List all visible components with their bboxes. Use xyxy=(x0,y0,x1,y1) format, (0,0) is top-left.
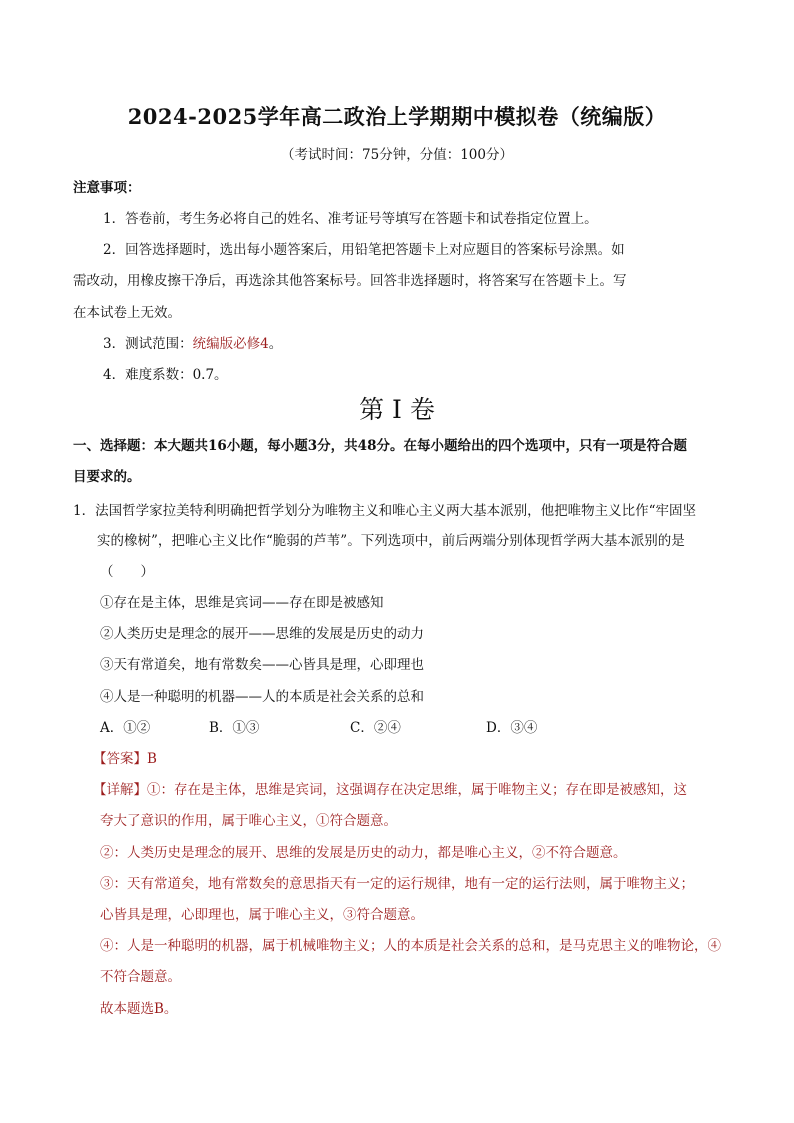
detail-line-7: 不符合题意。 xyxy=(100,969,181,985)
notes-item-3 xyxy=(103,332,282,352)
detail-line-6: ④：人是一种聪明的机器，属于机械唯物主义；人的本质是社会关系的总和，是马克思主义的唯物论，④ xyxy=(100,938,721,954)
notes-item-2-line-3: 在本试卷上无效。 xyxy=(73,305,181,321)
page-title: 2024-2025学年高二政治上学期期中模拟卷（统编版） xyxy=(127,104,667,129)
part-1-instructions-line-1: 一、选择题：本大题共16小题，每小题3分，共48分。在每小题给出的四个选项中，只有一项是符合题 xyxy=(73,438,687,454)
detail-line-3: ②：人类历史是理念的展开、思维的发展是历史的动力，都是唯心主义，②不符合题意。 xyxy=(100,845,627,861)
notes-item-4: 4．难度系数：0.7。 xyxy=(103,367,228,383)
notes-item-1: 1．答卷前，考生务必将自己的姓名、准考证号等填写在答题卡和试卷指定位置上。 xyxy=(103,211,598,227)
question-1-stem-line-1: 1．法国哲学家拉美特利明确把哲学划分为唯物主义和唯心主义两大基本派别，他把唯物主义比作“牢固坚 xyxy=(73,503,696,519)
notes-item-3-end: 。 xyxy=(268,336,283,352)
answer-label: 【答案】B xyxy=(93,751,157,767)
question-1-stem-line-2: 实的橡树”，把唯心主义比作“脆弱的芦苇”。下列选项中，前后两端分别体现哲学两大基本派别的是 xyxy=(97,533,685,549)
statement-2: ②人类历史是理念的展开——思维的发展是历史的动力 xyxy=(100,626,424,642)
exam-info: （考试时间：75分钟，分值：100分） xyxy=(281,147,513,163)
detail-line-2: 夸大了意识的作用，属于唯心主义，①符合题意。 xyxy=(100,813,397,829)
notes-item-2-line-2: 需改动，用橡皮擦干净后，再选涂其他答案标号。回答非选择题时，将答案写在答题卡上。写 xyxy=(73,273,627,289)
statement-3: ③天有常道矣，地有常数矣——心皆具是理，心即理也 xyxy=(100,657,424,673)
detail-conclusion: 故本题选B。 xyxy=(100,1001,178,1017)
detail-line-1: 【详解】①：存在是主体，思维是宾词，这强调存在决定思维，属于唯物主义；存在即是被感知，这 xyxy=(93,782,687,798)
option-a: A．①② xyxy=(100,720,151,736)
notes-heading: 注意事项： xyxy=(73,180,141,196)
notes-item-2-line-1: 2．回答选择题时，选出每小题答案后，用铅笔把答题卡上对应题目的答案标号涂黑。如 xyxy=(103,242,625,258)
notes-item-3-label: 3．测试范围： xyxy=(103,336,193,352)
statement-4: ④人是一种聪明的机器——人的本质是社会关系的总和 xyxy=(100,689,424,705)
option-b: B．①③ xyxy=(209,720,260,736)
question-1-stem-line-3: （ ） xyxy=(100,564,154,580)
option-c: C．②④ xyxy=(350,720,401,736)
detail-line-5: 心皆具是理，心即理也，属于唯心主义，③符合题意。 xyxy=(100,907,424,923)
option-d: D．③④ xyxy=(486,720,538,736)
test-scope: 统编版必修4 xyxy=(192,336,269,352)
detail-line-4: ③：天有常道矣，地有常数矣的意思指天有一定的运行规律，地有一定的运行法则，属于唯物主义； xyxy=(100,876,694,892)
part-1-instructions-line-2: 目要求的。 xyxy=(73,469,141,485)
section-title: 第 I 卷 xyxy=(359,395,435,424)
statement-1: ①存在是主体，思维是宾词——存在即是被感知 xyxy=(100,595,384,611)
